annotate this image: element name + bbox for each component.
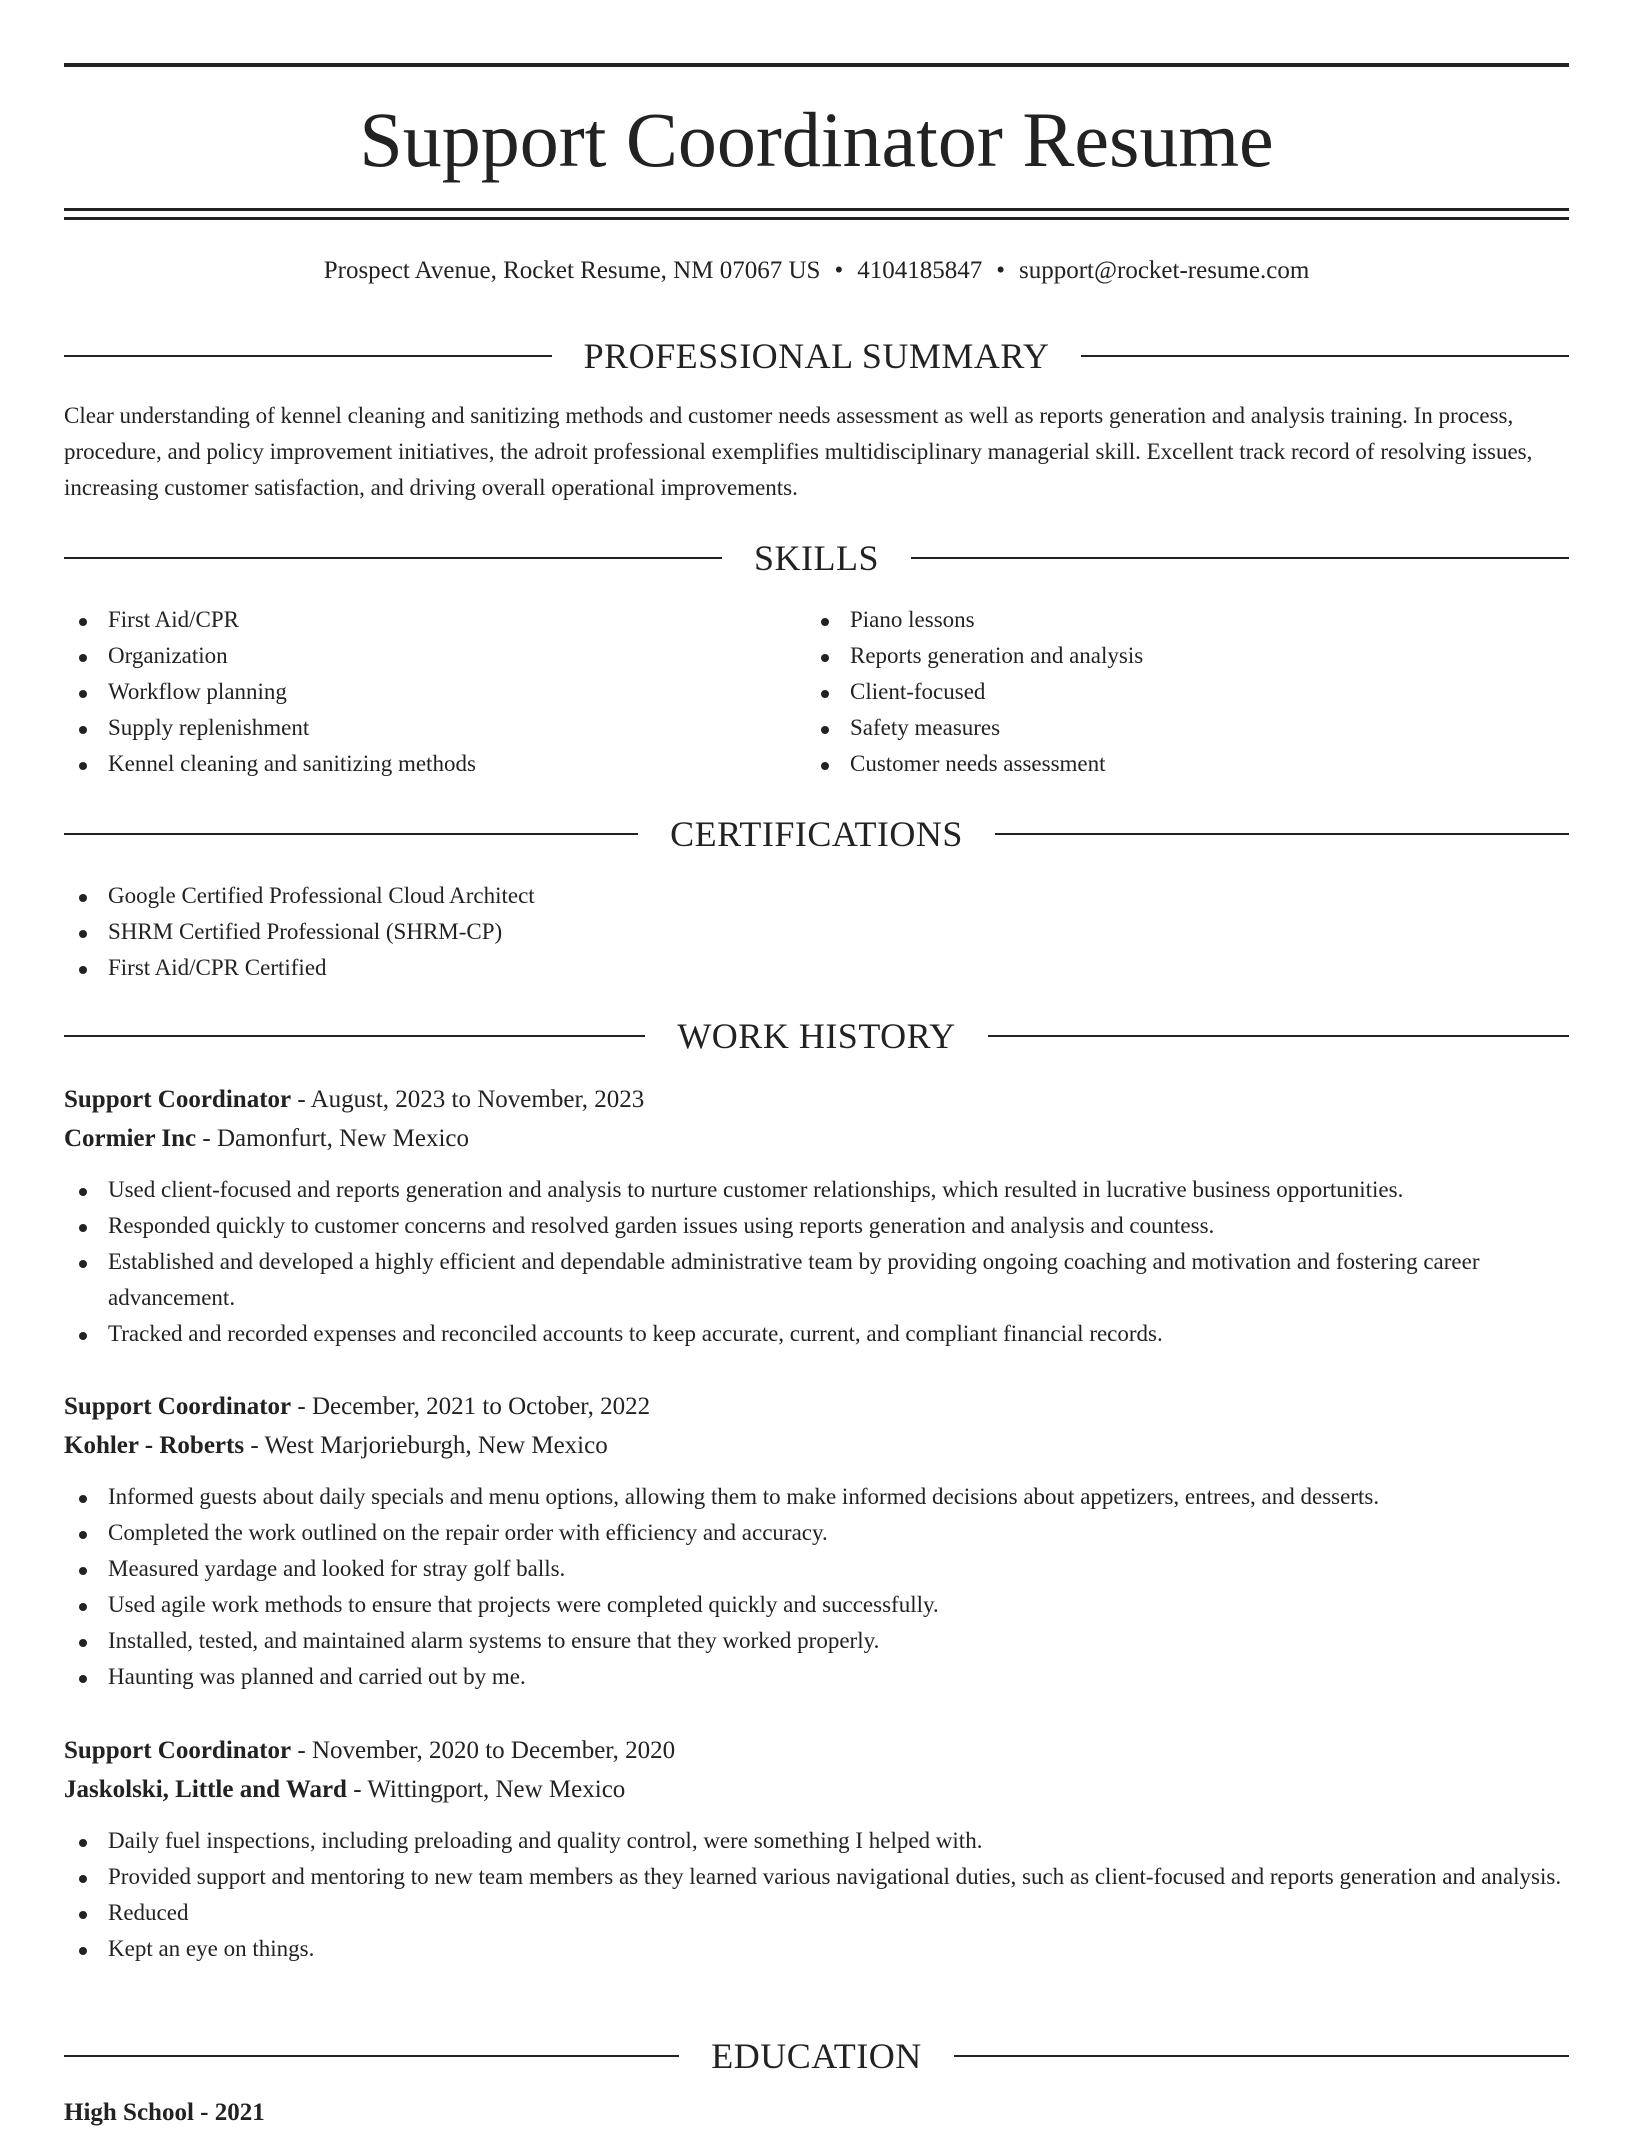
certifications-list [64, 878, 1569, 986]
job-bullet: Haunting was planned and carried out by me. [64, 1659, 1569, 1695]
job-company-line [64, 1770, 1569, 1809]
contact-email[interactable]: support@rocket-resume.com [1018, 257, 1310, 284]
job-company: Cormier Inc [64, 1125, 197, 1152]
section-header-work-history [64, 1014, 1569, 1058]
job-dates: - November, 2020 to December, 2020 [291, 1737, 676, 1764]
job-role-line [64, 1731, 1569, 1770]
section-rule [988, 1035, 1569, 1037]
job-role-line [64, 1387, 1569, 1426]
job-company-line [64, 1426, 1569, 1465]
contact-address: Prospect Avenue, Rocket Resume, NM 07067 US [323, 257, 821, 284]
section-header-education [64, 2034, 1569, 2078]
job-bullet: Responded quickly to customer concerns and resolved garden issues using reports generation and analysis and countess. [64, 1208, 1569, 1244]
section-rule [911, 557, 1569, 559]
job-bullet: Established and developed a highly efficient and dependable administrative team by providing ongoing coaching and motivation and fostering career advancement. [64, 1244, 1569, 1316]
job-bullet: Kept an eye on things. [64, 1931, 1569, 1967]
skill-item: Organization [64, 638, 764, 674]
section-header-summary [64, 334, 1569, 378]
skill-item: Workflow planning [64, 674, 764, 710]
job-bullets [64, 1823, 1569, 1967]
job-dates: - August, 2023 to November, 2023 [291, 1086, 645, 1113]
job-location: - Damonfurt, New Mexico [196, 1125, 469, 1152]
section-title: SKILLS [754, 538, 880, 578]
contact-line [64, 250, 1569, 292]
job-title: Support Coordinator [64, 1086, 292, 1113]
job-bullet: Used agile work methods to ensure that projects were completed quickly and successfully. [64, 1587, 1569, 1623]
job-entry [64, 1731, 1569, 1967]
job-title: Support Coordinator [64, 1393, 292, 1420]
section-title: WORK HISTORY [677, 1016, 956, 1056]
section-rule [1081, 355, 1569, 357]
section-rule [64, 833, 638, 835]
section-rule [64, 2055, 679, 2057]
job-bullet: Provided support and mentoring to new team members as they learned various navigational duties, such as client-focused and reports generation and analysis. [64, 1859, 1569, 1895]
job-bullet: Measured yardage and looked for stray golf balls. [64, 1551, 1569, 1587]
job-company: Kohler - Roberts [64, 1432, 245, 1459]
job-entry [64, 1387, 1569, 1695]
certification-item: Google Certified Professional Cloud Architect [64, 878, 1569, 914]
skills-column-right [806, 602, 1506, 782]
skills-list-left [64, 602, 764, 782]
skill-item: Piano lessons [806, 602, 1506, 638]
job-dates: - December, 2021 to October, 2022 [291, 1393, 651, 1420]
skills-column-left [64, 602, 764, 782]
skill-item: Supply replenishment [64, 710, 764, 746]
job-entry [64, 1080, 1569, 1352]
job-location: - West Marjorieburgh, New Mexico [244, 1432, 608, 1459]
job-bullet: Daily fuel inspections, including preloading and quality control, were something I helped with. [64, 1823, 1569, 1859]
job-bullets [64, 1172, 1569, 1352]
job-bullet: Installed, tested, and maintained alarm systems to ensure that they worked properly. [64, 1623, 1569, 1659]
summary-text: Clear understanding of kennel cleaning and sanitizing methods and customer needs assessment as well as reports generation and analysis training. In process, procedure, and policy improvement initiatives, the adroit professional exemplifies multidisciplinary managerial skill. Excellent track record of resolving issues, increasing customer satisfaction, and driving overall operational improvements. [64, 403, 1533, 500]
title-double-rule [64, 208, 1569, 220]
job-title: Support Coordinator [64, 1737, 292, 1764]
job-bullet: Informed guests about daily specials and menu options, allowing them to make informed decisions about appetizers, entrees, and desserts. [64, 1479, 1569, 1515]
job-bullet: Completed the work outlined on the repair order with efficiency and accuracy. [64, 1515, 1569, 1551]
job-company-line [64, 1119, 1569, 1158]
job-location: - Wittingport, New Mexico [346, 1776, 626, 1803]
section-title: PROFESSIONAL SUMMARY [583, 336, 1050, 376]
section-rule [64, 1035, 645, 1037]
page-title: Support Coordinator Resume [359, 96, 1274, 183]
contact-separator: • [996, 257, 1005, 284]
skill-item: Client-focused [806, 674, 1506, 710]
section-header-certifications [64, 812, 1569, 856]
skills-list-right [806, 602, 1506, 782]
section-rule [954, 2055, 1569, 2057]
section-title: EDUCATION [711, 2036, 922, 2076]
job-bullet: Tracked and recorded expenses and reconciled accounts to keep accurate, current, and compliant financial records. [64, 1316, 1569, 1352]
section-rule [995, 833, 1569, 835]
job-bullet: Reduced [64, 1895, 1569, 1931]
job-bullets [64, 1479, 1569, 1695]
contact-separator: • [834, 257, 844, 284]
top-rule [64, 63, 1569, 67]
section-header-skills [64, 536, 1569, 580]
skill-item: First Aid/CPR [64, 602, 764, 638]
certification-item: First Aid/CPR Certified [64, 950, 1569, 986]
skill-item: Safety measures [806, 710, 1506, 746]
education-entry: High School - 2021 [64, 2099, 265, 2126]
job-company: Jaskolski, Little and Ward [64, 1776, 347, 1803]
contact-phone: 4104185847 [857, 257, 983, 284]
job-role-line [64, 1080, 1569, 1119]
job-bullet: Used client-focused and reports generation and analysis to nurture customer relationships, which resulted in lucrative business opportunities. [64, 1172, 1569, 1208]
certification-item: SHRM Certified Professional (SHRM-CP) [64, 914, 1569, 950]
skill-item: Customer needs assessment [806, 746, 1506, 782]
section-rule [64, 557, 722, 559]
skill-item: Kennel cleaning and sanitizing methods [64, 746, 764, 782]
section-title: CERTIFICATIONS [670, 814, 963, 854]
skill-item: Reports generation and analysis [806, 638, 1506, 674]
certifications-block [64, 878, 1569, 986]
section-rule [64, 355, 552, 357]
